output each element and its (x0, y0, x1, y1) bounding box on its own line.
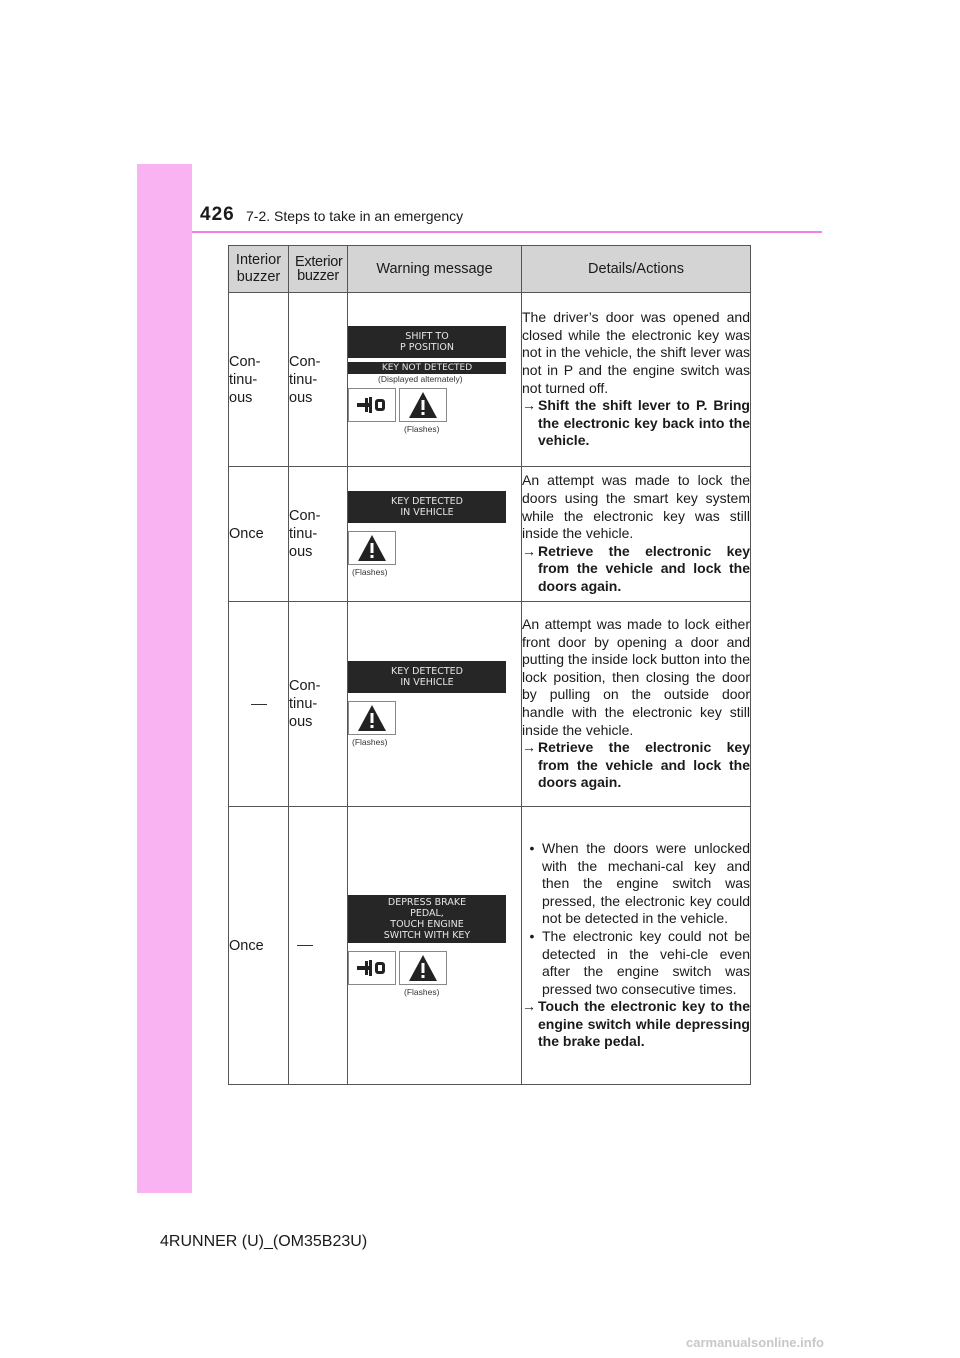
banner-text: KEY DETECTED IN VEHICLE (391, 666, 463, 688)
dash-icon (297, 945, 313, 946)
bullet-text: The electronic key could not be detected in the vehi-cle even after the engine switch was pressed two consecutive times. (542, 927, 750, 997)
bullet-icon: • (529, 839, 535, 856)
arrow-icon: → (522, 739, 536, 756)
header-exterior-buzzer: Exterior buzzer (289, 246, 348, 293)
page-number: 426 (200, 204, 235, 225)
watermark: carmanualsonline.info (686, 1335, 824, 1350)
buzzer-value: Con- tinu- ous (289, 678, 321, 730)
table-row (229, 807, 751, 1085)
buzzer-value: Once (229, 526, 264, 542)
dash-icon (251, 704, 267, 705)
banner-text: KEY DETECTED IN VEHICLE (391, 496, 463, 518)
banner-caption: (Displayed alternately) (378, 373, 463, 384)
exterior-buzzer-cell (289, 807, 348, 1085)
message-banner (348, 326, 506, 358)
smart-key-icon (348, 951, 396, 985)
warning-triangle-icon (348, 531, 396, 565)
list-item (522, 928, 750, 998)
warning-triangle-icon (348, 701, 396, 735)
section-title: 7-2. Steps to take in an emergency (246, 208, 464, 224)
arrow-icon: → (522, 397, 536, 414)
list-item (522, 840, 750, 928)
icon-caption: (Flashes) (404, 423, 440, 434)
message-banner (348, 491, 506, 523)
indicator-icons (348, 951, 521, 985)
arrow-icon: → (522, 542, 536, 559)
details-cell (522, 602, 751, 807)
smart-key-icon (348, 388, 396, 422)
interior-buzzer-cell (229, 602, 289, 807)
buzzer-value: Con- tinu- ous (289, 353, 321, 406)
message-banner (348, 661, 506, 693)
interior-buzzer-cell (229, 293, 289, 467)
warning-triangle-icon (399, 951, 447, 985)
arrow-icon: → (522, 998, 536, 1015)
table-row (229, 467, 751, 602)
icon-caption: (Flashes) (404, 986, 440, 997)
indicator-icons (348, 531, 521, 565)
warning-message-cell (348, 807, 522, 1085)
action-label: Touch the electronic key to the engine switch while depressing the brake pedal. (538, 998, 750, 1050)
action-text (522, 397, 750, 450)
buzzer-value: Con- tinu- ous (229, 353, 261, 406)
exterior-buzzer-cell (289, 293, 348, 467)
header-warning-message: Warning message (348, 246, 522, 293)
exterior-buzzer-cell (289, 467, 348, 602)
header-interior-buzzer: Interior buzzer (229, 246, 289, 293)
details-cell (522, 807, 751, 1085)
action-text (522, 739, 750, 792)
interior-buzzer-cell (229, 807, 289, 1085)
buzzer-value: Once (229, 937, 264, 954)
details-text: An attempt was made to lock the doors using the smart key system while the electronic key was still inside the vehicle. (522, 472, 750, 542)
interior-buzzer-cell (229, 467, 289, 602)
action-label: Retrieve the electronic key from the vehicle and lock the doors again. (538, 739, 750, 791)
message-banner (348, 895, 506, 943)
bullet-text: When the doors were unlocked with the mechani-cal key and then the engine switch was pressed, the electronic key could not be detected in the vehicle. (542, 839, 750, 927)
table-header-row (229, 246, 751, 293)
action-text (522, 998, 750, 1051)
action-text (522, 543, 750, 596)
details-text: An attempt was made to lock either front door by opening a door and putting the inside lock button into the lock position, then closing the door by pulling on the outside door handle with the electronic key still inside the vehicle. (522, 616, 750, 738)
message-banner: KEY NOT DETECTED (348, 362, 506, 374)
header-rule (192, 231, 822, 233)
banner-text: DEPRESS BRAKE PEDAL, TOUCH ENGINE SWITCH WITH KEY (383, 896, 471, 941)
exterior-buzzer-cell (289, 602, 348, 807)
icon-caption: (Flashes) (352, 737, 388, 747)
details-cell (522, 293, 751, 467)
footer-model: 4RUNNER (U)_(OM35B23U) (160, 1233, 368, 1250)
indicator-icons (348, 701, 521, 735)
header-details-actions: Details/Actions (522, 246, 751, 293)
bullet-icon: • (529, 927, 535, 944)
details-cell (522, 467, 751, 602)
details-bullets (522, 840, 750, 998)
buzzer-value: Con- tinu- ous (289, 508, 321, 560)
table-row (229, 602, 751, 807)
action-label: Retrieve the electronic key from the vehicle and lock the doors again. (538, 542, 750, 594)
warning-message-cell (348, 293, 522, 467)
indicator-icons (348, 388, 521, 422)
banner-text: SHIFT TO P POSITION (400, 330, 454, 353)
warning-message-cell (348, 602, 522, 807)
warning-message-cell (348, 467, 522, 602)
warning-table (228, 245, 751, 1085)
icon-caption: (Flashes) (352, 567, 388, 577)
details-text: The driver’s door was opened and closed while the electronic key was not in the vehicle, the shift lever was not in P and the engine switch was not turned off. (522, 309, 750, 396)
side-tab (137, 164, 192, 1193)
warning-triangle-icon (399, 388, 447, 422)
table-row (229, 293, 751, 467)
action-label: Shift the shift lever to P. Bring the electronic key back into the vehicle. (538, 397, 750, 449)
